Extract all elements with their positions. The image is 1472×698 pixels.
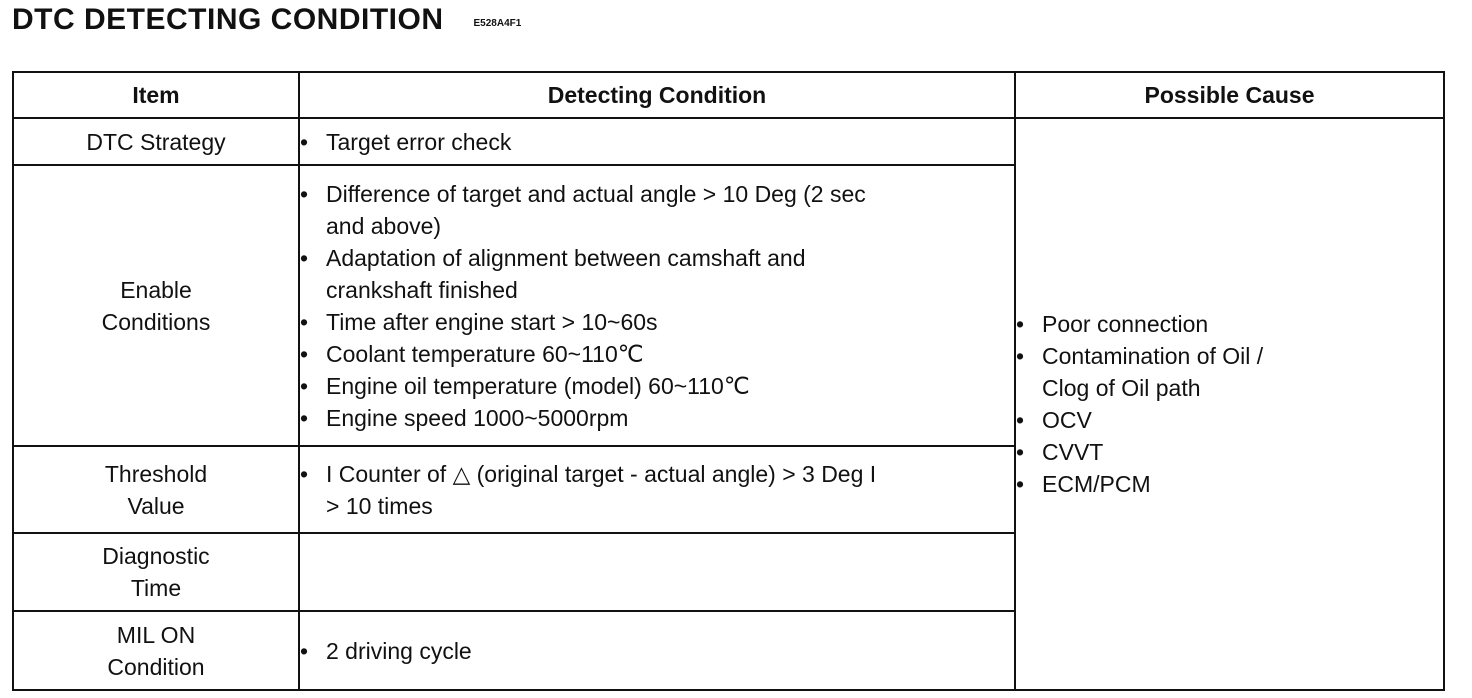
header-detecting-condition: Detecting Condition <box>299 72 1015 118</box>
possible-cause-cell <box>1015 118 1444 690</box>
document-code: E528A4F1 <box>473 18 522 29</box>
cause-item: • OCV <box>1016 404 1306 436</box>
cause-item: • CVVT <box>1016 436 1306 468</box>
condition-item: • 2 driving cycle <box>300 635 886 667</box>
item-threshold-value: Threshold Value <box>13 446 299 533</box>
header-item: Item <box>13 72 299 118</box>
dtc-condition-table <box>12 71 1445 691</box>
title-text: DTC DETECTING CONDITION <box>12 3 444 36</box>
item-mil-on-condition: MIL ON Condition <box>13 611 299 690</box>
condition-cell <box>299 611 1015 690</box>
condition-item: • Engine oil temperature (model) 60~110℃ <box>300 370 886 402</box>
condition-cell <box>299 165 1015 446</box>
condition-item: • Target error check <box>300 126 886 158</box>
condition-item: • I Counter of △ (original target - actual angle) > 3 Deg I > 10 times <box>300 458 886 522</box>
cause-item: • Contamination of Oil / Clog of Oil path <box>1016 340 1306 404</box>
condition-item: • Coolant temperature 60~110℃ <box>300 338 886 370</box>
table-header-row <box>13 72 1444 118</box>
condition-item: • Time after engine start > 10~60s <box>300 306 886 338</box>
condition-item: • Adaptation of alignment between camshaft and crankshaft finished <box>300 242 886 306</box>
item-dtc-strategy: DTC Strategy <box>13 118 299 165</box>
cause-item: • ECM/PCM <box>1016 468 1306 500</box>
table-row <box>13 118 1444 165</box>
cause-item: • Poor connection <box>1016 308 1306 340</box>
page-title <box>12 3 521 37</box>
condition-item: • Engine speed 1000~5000rpm <box>300 402 886 434</box>
item-enable-conditions: Enable Conditions <box>13 165 299 446</box>
condition-cell-empty <box>299 533 1015 611</box>
header-possible-cause: Possible Cause <box>1015 72 1444 118</box>
condition-cell <box>299 446 1015 533</box>
condition-item: • Difference of target and actual angle > 10 Deg (2 sec and above) <box>300 178 886 242</box>
item-diagnostic-time: Diagnostic Time <box>13 533 299 611</box>
condition-cell <box>299 118 1015 165</box>
